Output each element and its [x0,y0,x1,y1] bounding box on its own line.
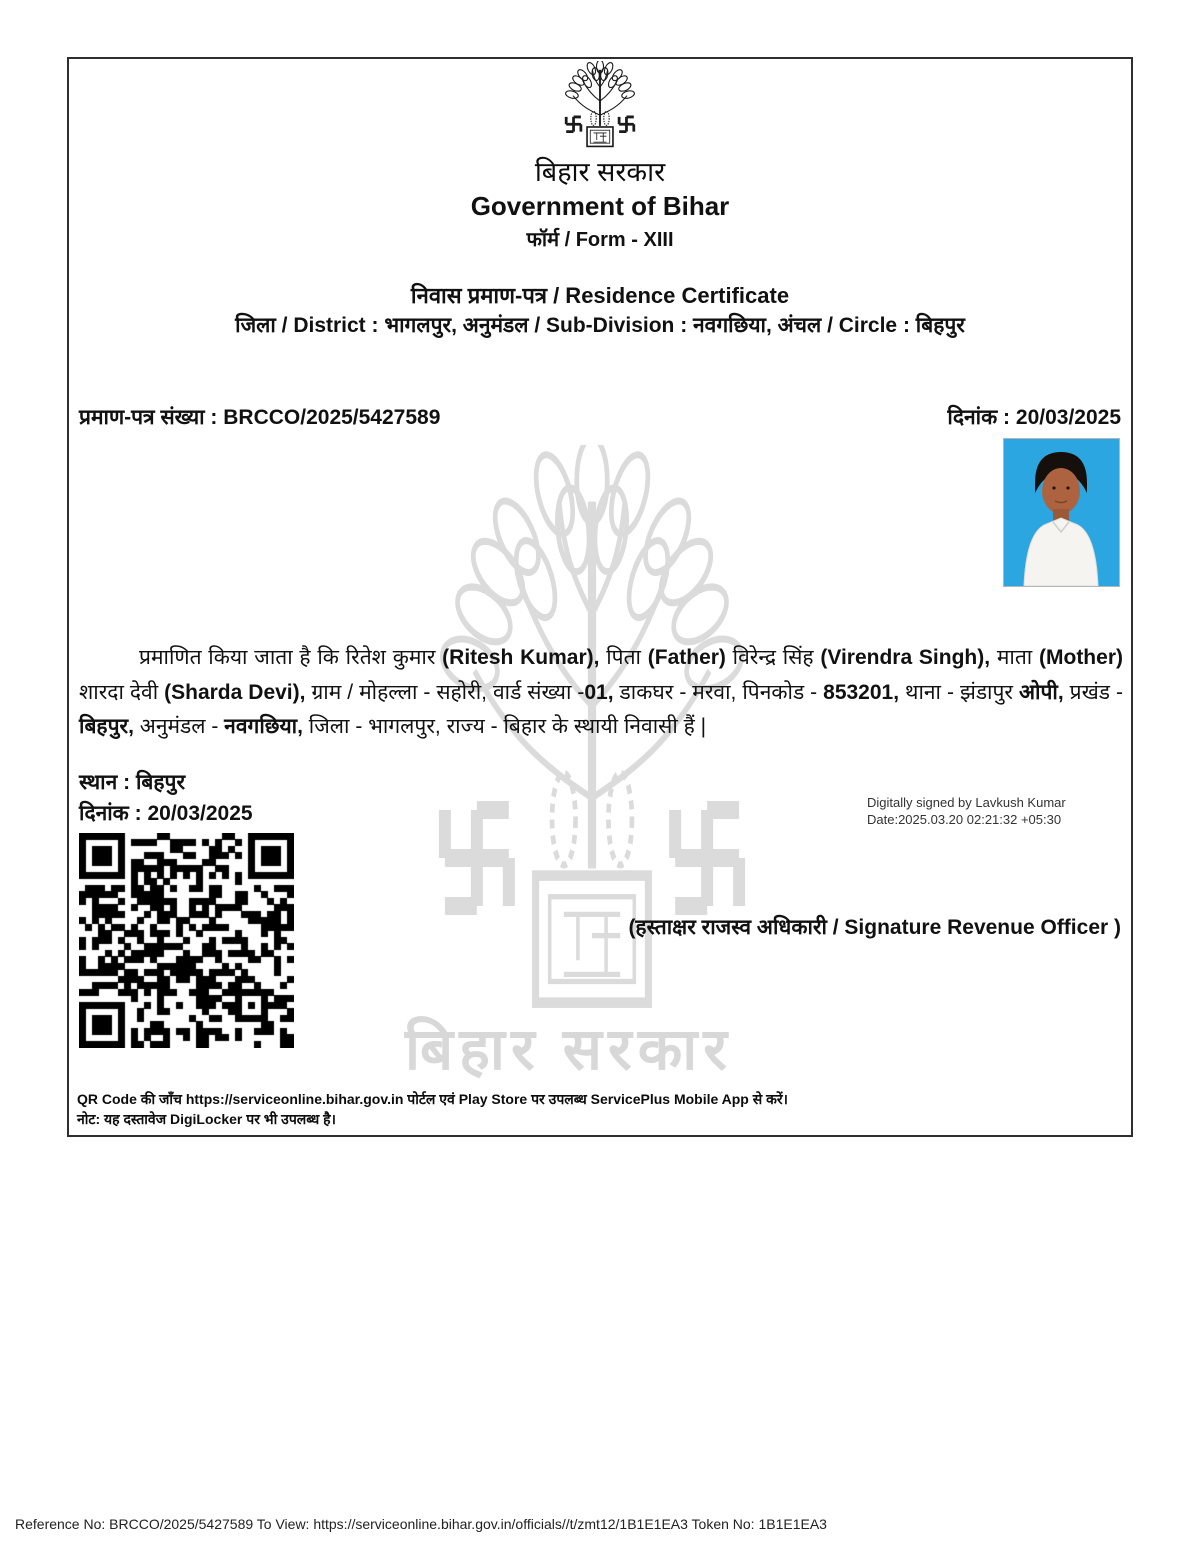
body-text-segment: ग्राम / मोहल्ला - सहोरी, वार्ड संख्या - [305,680,585,704]
certificate-number-label: प्रमाण-पत्र संख्या : [79,406,218,429]
digital-signature-stamp [867,794,1066,828]
body-text-segment: ओपी, [1018,680,1064,704]
bihar-emblem-icon [546,61,654,153]
qr-code-block [79,833,294,1048]
body-text-segment: पिता [599,646,648,669]
body-text-segment: अनुमंडल - [133,715,225,738]
issue-block [79,767,253,829]
body-text-segment: बिहपुर, [79,715,134,738]
body-text-segment: प्रमाणित किया जाता है कि रितेश कुमार [139,646,443,669]
body-text-segment: डाकघर - मरवा, पिनकोड - [613,680,824,704]
certificate-notes [77,1089,788,1129]
body-text-segment: माता [990,646,1039,669]
bihar-emblem-watermark [357,445,827,1045]
certificate-date-value: 20/03/2025 [1015,406,1121,429]
org-name-english: Government of Bihar [470,191,730,221]
qr-verification-note: QR Code की जाँच https://serviceonline.bihar.gov.in पोर्टल एवं Play Store पर उपलब्ध ServicePlus Mobile App से करें। [77,1091,788,1107]
certificate-number [79,403,440,431]
issue-place-value: बिहपुर [135,771,186,794]
body-text-segment: (Mother) [1039,646,1123,669]
digital-signature-line2: Date:2025.03.20 02:21:32 +05:30 [867,812,1062,827]
officer-signature-line: (हस्ताक्षर राजस्व अधिकारी / Signature Revenue Officer ) [628,916,1121,939]
certificate-border-box [67,57,1133,1137]
watermark-text: बिहार सरकार [404,1017,733,1082]
body-text-segment: (Ritesh Kumar), [442,646,600,669]
body-text-segment: प्रखंड - [1063,680,1123,704]
body-text-segment: जिला - भागलपुर, राज्य - बिहार के स्थायी निवासी हैं | [302,715,707,738]
certificate-date [947,403,1121,431]
body-text-segment: शारदा देवी [79,680,165,704]
issue-place [79,767,253,798]
issue-place-label: स्थान : [79,771,131,794]
body-text-segment: (Virendra Singh), [820,646,991,669]
body-text-segment: थाना - झंडापुर [899,680,1019,704]
digilocker-note: नोट: यह दस्तावेज DigiLocker पर भी उपलब्ध है। [77,1111,336,1127]
reference-footer: Reference No: BRCCO/2025/5427589 To View: https://serviceonline.bihar.gov.in/officials//t/zmt12/1B1E1EA3 Token No: 1B1E1EA3 [15,1516,827,1532]
body-text-segment: 853201, [823,680,900,704]
meta-row [79,403,1121,431]
issue-date-label: दिनांक : [79,802,142,825]
certificate-number-value: BRCCO/2025/5427589 [223,406,441,429]
body-text-segment: नवगछिया, [224,715,303,738]
government-emblem [69,61,1131,158]
applicant-photo [1003,438,1120,587]
issue-date-value: 20/03/2025 [147,802,253,825]
qr-code [79,833,294,1048]
digital-signature-line1: Digitally signed by Lavkush Kumar [867,795,1066,810]
org-name-hindi: बिहार सरकार [534,157,666,187]
body-text-segment: विरेन्द्र सिंह [725,646,821,669]
issue-date [79,798,253,829]
body-text-segment: (Sharda Devi), [164,680,306,704]
form-number: फॉर्म / Form - XIII [526,229,674,251]
certificate-body-text [79,641,1123,745]
body-text-segment: (Father) [647,646,726,669]
jurisdiction-line: जिला / District : भागलपुर, अनुमंडल / Sub-Division : नवगछिया, अंचल / Circle : बिहपुर [235,314,965,337]
body-text-segment: 01, [584,680,614,704]
certificate-title: निवास प्रमाण-पत्र / Residence Certificate [410,283,790,308]
certificate-date-label: दिनांक : [947,406,1011,429]
